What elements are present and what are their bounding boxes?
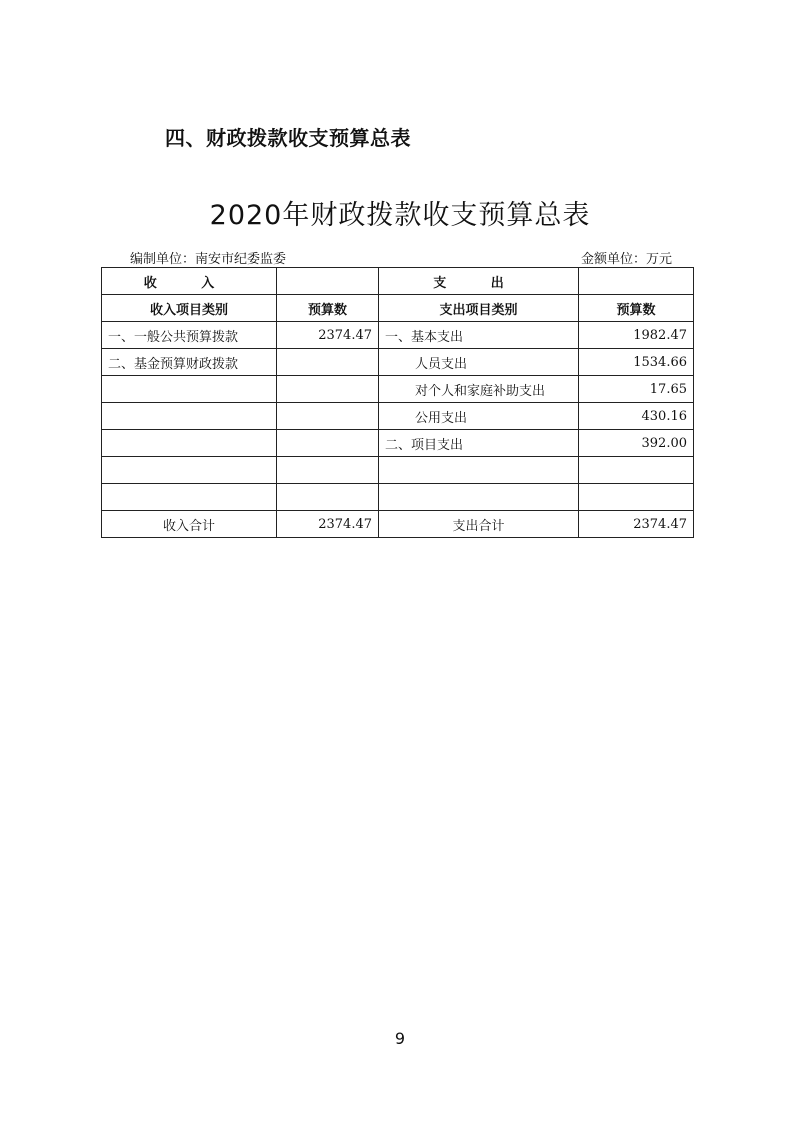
income-amount xyxy=(277,484,379,511)
totals-row xyxy=(102,511,694,538)
income-item xyxy=(102,376,277,403)
header-empty-cell xyxy=(579,268,694,295)
income-amount xyxy=(277,403,379,430)
table-title: 2020年财政拨款收支预算总表 xyxy=(209,200,591,231)
income-item xyxy=(102,403,277,430)
expense-item: 公用支出 xyxy=(379,403,579,430)
expense-amount: 392.00 xyxy=(579,430,694,457)
expense-amount: 430.16 xyxy=(579,403,694,430)
section-heading: 四、财政拨款收支预算总表 xyxy=(165,126,411,150)
income-item xyxy=(102,457,277,484)
header-row-groups xyxy=(102,268,694,295)
compiling-unit-label: 编制单位：南安市纪委监委 xyxy=(130,252,287,267)
expense-item: 一、基本支出 xyxy=(379,322,579,349)
budget-table xyxy=(101,267,694,538)
income-total-label: 收入合计 xyxy=(102,511,277,538)
table-row xyxy=(102,484,694,511)
expense-item: 对个人和家庭补助支出 xyxy=(379,376,579,403)
table-row xyxy=(102,457,694,484)
income-item xyxy=(102,430,277,457)
income-item xyxy=(102,484,277,511)
page-number: 9 xyxy=(394,1029,406,1048)
income-amount xyxy=(277,457,379,484)
expense-item: 二、项目支出 xyxy=(379,430,579,457)
expense-item: 人员支出 xyxy=(379,349,579,376)
expense-category-header: 支出项目类别 xyxy=(379,295,579,322)
expense-budget-header: 预算数 xyxy=(579,295,694,322)
income-amount: 2374.47 xyxy=(277,322,379,349)
expense-amount xyxy=(579,457,694,484)
expense-item xyxy=(379,457,579,484)
expense-total-amount: 2374.47 xyxy=(579,511,694,538)
income-amount xyxy=(277,376,379,403)
table-row xyxy=(102,349,694,376)
expense-amount: 1982.47 xyxy=(579,322,694,349)
expense-item xyxy=(379,484,579,511)
expense-amount xyxy=(579,484,694,511)
table-row xyxy=(102,376,694,403)
income-total-amount: 2374.47 xyxy=(277,511,379,538)
amount-unit-label: 金额单位：万元 xyxy=(580,252,672,267)
header-empty-cell xyxy=(277,268,379,295)
income-item: 一、一般公共预算拨款 xyxy=(102,322,277,349)
income-amount xyxy=(277,430,379,457)
expense-total-label: 支出合计 xyxy=(379,511,579,538)
income-budget-header: 预算数 xyxy=(277,295,379,322)
expense-amount: 1534.66 xyxy=(579,349,694,376)
income-item: 二、基金预算财政拨款 xyxy=(102,349,277,376)
income-amount xyxy=(277,349,379,376)
income-category-header: 收入项目类别 xyxy=(102,295,277,322)
table-row xyxy=(102,430,694,457)
expense-amount: 17.65 xyxy=(579,376,694,403)
expense-group-header: 支 出 xyxy=(379,268,579,295)
header-row-columns xyxy=(102,295,694,322)
table-row xyxy=(102,403,694,430)
income-group-header: 收 入 xyxy=(102,268,277,295)
table-row xyxy=(102,322,694,349)
